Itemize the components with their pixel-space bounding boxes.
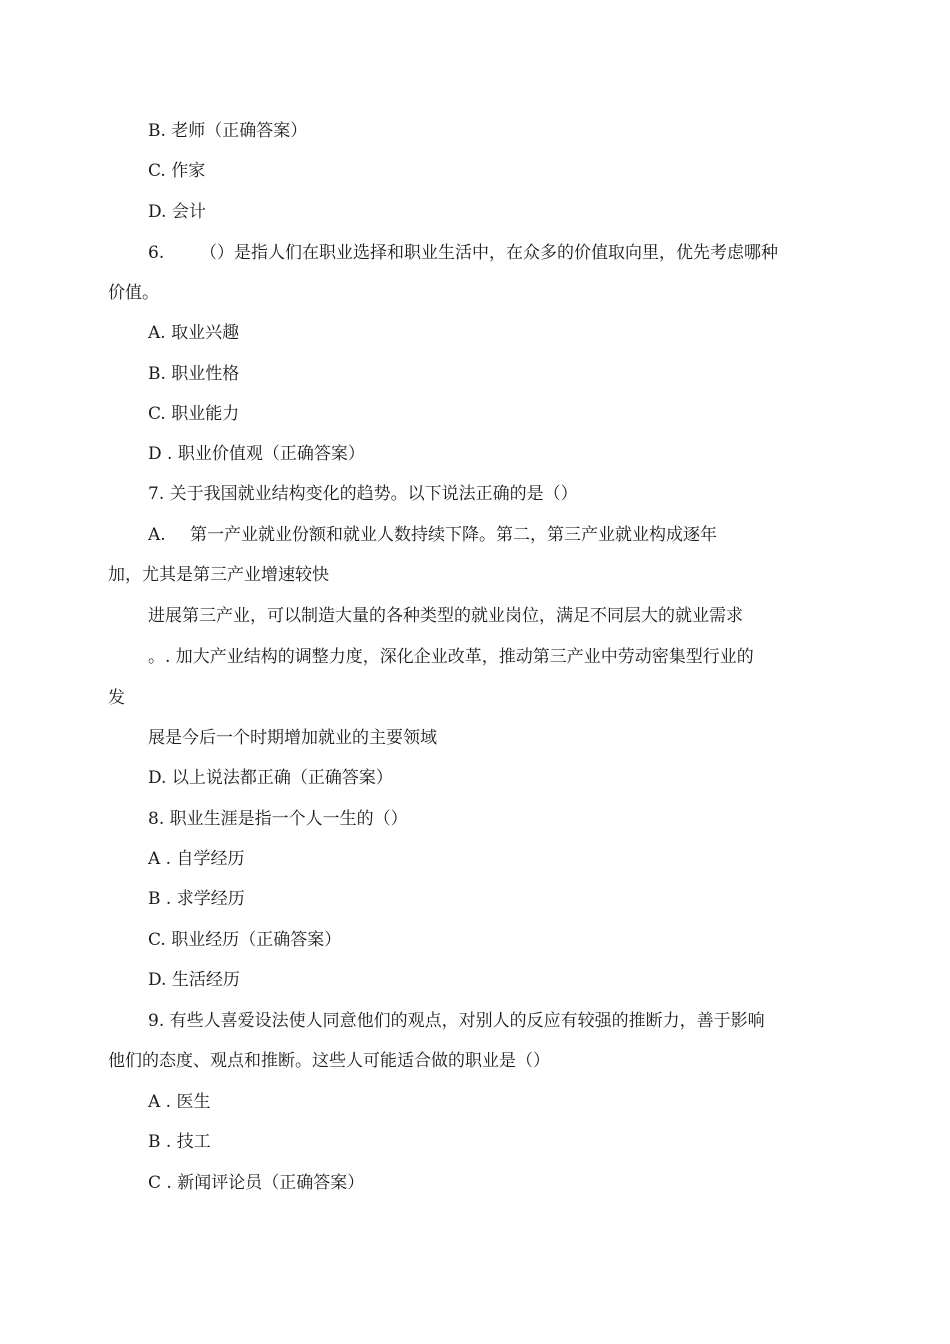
- question-6-text: （）是指人们在职业选择和职业生活中，在众多的价值取向里，优先考虑哪种: [200, 243, 778, 263]
- option-a-q8: A . 自学经历: [148, 849, 245, 869]
- option-a-q7-label: A.: [148, 525, 166, 545]
- option-c-q7-cont2: 展是今后一个时期增加就业的主要领域: [148, 728, 437, 748]
- question-6-number: 6.: [148, 243, 165, 263]
- option-b-q5: B. 老师（正确答案）: [148, 121, 308, 141]
- question-9-text: 9. 有些人喜爱设法使人同意他们的观点，对别人的反应有较强的推断力，善于影响: [148, 1011, 765, 1031]
- option-c-q8: C. 职业经历（正确答案）: [148, 930, 342, 950]
- question-9-text-cont: 他们的态度、观点和推断。这些人可能适合做的职业是（）: [108, 1051, 550, 1071]
- option-c-q7-cont: 发: [108, 688, 125, 708]
- option-b-q7: 进展第三产业，可以制造大量的各种类型的就业岗位，满足不同层大的就业需求: [148, 606, 743, 626]
- option-c-q5: C. 作家: [148, 161, 206, 181]
- question-6-text-cont: 价值。: [108, 283, 159, 303]
- option-d-q7: D. 以上说法都正确（正确答案）: [148, 768, 393, 788]
- option-a-q7-text: 第一产业就业份额和就业人数持续下降。第二，第三产业就业构成逐年: [190, 525, 717, 545]
- option-b-q6: B. 职业性格: [148, 364, 240, 384]
- option-c-q7: 。. 加大产业结构的调整力度，深化企业改革，推动第三产业中劳动密集型行业的: [148, 647, 754, 667]
- question-8-text: 8. 职业生涯是指一个人一生的（）: [148, 809, 408, 829]
- option-d-q6: D . 职业价值观（正确答案）: [148, 444, 365, 464]
- option-b-q9: B . 技工: [148, 1132, 211, 1152]
- option-a-q7-text-cont: 加，尤其是第三产业增速较快: [108, 565, 329, 585]
- option-c-q6: C. 职业能力: [148, 404, 240, 424]
- option-b-q8: B . 求学经历: [148, 889, 245, 909]
- option-a-q6: A. 取业兴趣: [148, 323, 240, 343]
- question-7-text: 7. 关于我国就业结构变化的趋势。以下说法正确的是（）: [148, 484, 578, 504]
- option-c-q9: C . 新闻评论员（正确答案）: [148, 1173, 365, 1193]
- option-d-q5: D. 会计: [148, 202, 206, 222]
- option-a-q9: A . 医生: [148, 1092, 211, 1112]
- option-d-q8: D. 生活经历: [148, 970, 240, 990]
